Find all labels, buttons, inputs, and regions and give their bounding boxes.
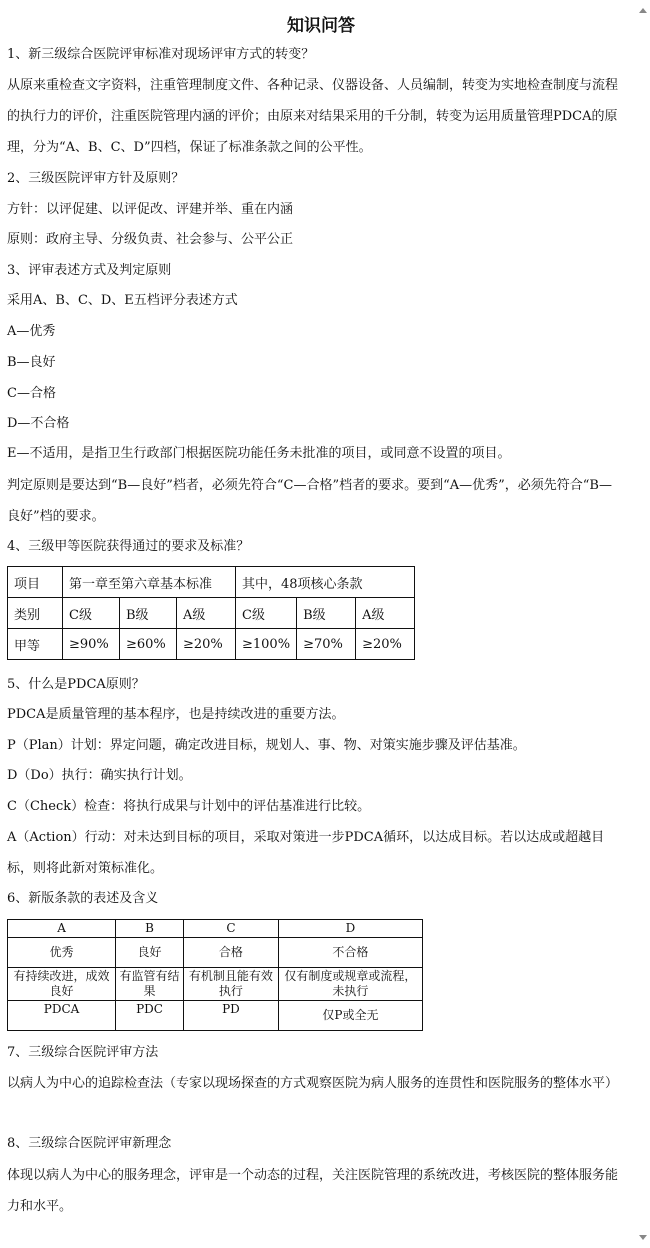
question-3: 3、评审表述方式及判定原则 bbox=[7, 263, 172, 278]
grade-a-text: A—优秀 bbox=[7, 324, 56, 339]
answer-8: 体现以病人为中心的服务理念，评审是一个动态的过程，关注医院管理的系统改进，考核医院的整体服务能力和水平。 bbox=[7, 1168, 619, 1214]
table-cell: 甲等 bbox=[8, 629, 63, 660]
table-row bbox=[8, 567, 415, 598]
question-2: 2、三级医院评审方针及原则？ bbox=[7, 171, 185, 186]
question-6: 6、新版条款的表述及含义 bbox=[7, 891, 159, 906]
table-row bbox=[8, 920, 423, 938]
pdca-intro: PDCA是质量管理的基本程序，也是持续改进的重要方法。 bbox=[7, 707, 345, 722]
pdca-action: A（Action）行动：对未达到目标的项目，采取对策进一步PDCA循环，以达成目标。若以达成或超越目标，则将此新对策标准化。 bbox=[7, 830, 605, 876]
table-cell: 有持续改进，成效良好 bbox=[8, 968, 116, 1001]
table-cell: A级 bbox=[177, 598, 236, 629]
table-cell: PDCA bbox=[8, 1001, 116, 1031]
table-cell: ≥20% bbox=[356, 629, 415, 660]
table-cell: ≥100% bbox=[236, 629, 297, 660]
grade-b-text: B—良好 bbox=[7, 355, 56, 370]
principle-text: 原则：政府主导、分级负责、社会参与、公平公正 bbox=[7, 232, 294, 247]
table-cell: 有机制且能有效执行 bbox=[184, 968, 279, 1001]
table-cell: 类别 bbox=[8, 598, 63, 629]
table-cell: 良好 bbox=[116, 938, 184, 968]
pdca-check: C（Check）检查：将执行成果与计划中的评估基准进行比较。 bbox=[7, 799, 371, 814]
vertical-scrollbar[interactable] bbox=[636, 0, 650, 1248]
table-cell: ≥20% bbox=[177, 629, 236, 660]
pdca-plan: P（Plan）计划：界定问题，确定改进目标，规划人、事、物、对策实施步骤及评估基准。 bbox=[7, 738, 526, 753]
policy-text: 方针：以评促建、以评促改、评建并举、重在内涵 bbox=[7, 202, 294, 217]
page-title: 知识问答 bbox=[287, 16, 355, 36]
rule-text: 判定原则是要达到“B—良好”档者，必须先符合“C—合格”档者的要求。要到“A—优秀”，必须先符合“B—良好”档的要求。 bbox=[7, 478, 612, 524]
table-cell: 项目 bbox=[8, 567, 63, 598]
table-cell: PDC bbox=[116, 1001, 184, 1031]
table-row bbox=[8, 1001, 423, 1031]
grade-e-text: E—不适用，是指卫生行政部门根据医院功能任务未批准的项目，或同意不设置的项目。 bbox=[7, 446, 511, 461]
table-row bbox=[8, 968, 423, 1001]
table-cell: A级 bbox=[356, 598, 415, 629]
table-cell: B级 bbox=[297, 598, 356, 629]
standards-table bbox=[7, 566, 415, 660]
table-row bbox=[8, 598, 415, 629]
pdca-do: D（Do）执行：确实执行计划。 bbox=[7, 768, 192, 783]
table-cell: 其中，48项核心条款 bbox=[236, 567, 415, 598]
grade-c-text: C—合格 bbox=[7, 386, 56, 401]
question-5: 5、什么是PDCA原则？ bbox=[7, 677, 145, 692]
table-cell: ≥60% bbox=[120, 629, 177, 660]
method-text: 采用A、B、C、D、E五档评分表述方式 bbox=[7, 293, 238, 308]
table-cell: ≥90% bbox=[63, 629, 120, 660]
table-row bbox=[8, 629, 415, 660]
table-cell: A bbox=[8, 920, 116, 938]
table-cell: ≥70% bbox=[297, 629, 356, 660]
answer-1: 从原来重检查文字资料，注重管理制度文件、各种记录、仪器设备、人员编制，转变为实地检查制度与流程的执行力的评价，注重医院管理内涵的评价；由原来对结果采用的千分制，转变为运用质量管理PDCA的原理，分为“A、B、C、D”四档，保证了标准条款之间的公平性。 bbox=[7, 78, 619, 155]
table-cell: 优秀 bbox=[8, 938, 116, 968]
table-cell: B bbox=[116, 920, 184, 938]
table-cell: PD bbox=[184, 1001, 279, 1031]
scroll-up-icon[interactable] bbox=[639, 8, 647, 13]
grade-meaning-table bbox=[7, 919, 423, 1031]
table-cell: 有监管有结果 bbox=[116, 968, 184, 1001]
table-cell: 第一章至第六章基本标准 bbox=[63, 567, 236, 598]
scroll-down-icon[interactable] bbox=[639, 1235, 647, 1240]
grade-d-text: D—不合格 bbox=[7, 416, 70, 431]
table-cell: 合格 bbox=[184, 938, 279, 968]
answer-7: 以病人为中心的追踪检查法（专家以现场探查的方式观察医院为病人服务的连贯性和医院服务的整体水平） bbox=[7, 1076, 619, 1091]
table-cell: 不合格 bbox=[278, 938, 422, 968]
table-cell: D bbox=[278, 920, 422, 938]
table-cell: B级 bbox=[120, 598, 177, 629]
question-1: 1、新三级综合医院评审标准对现场评审方式的转变？ bbox=[7, 47, 315, 62]
question-8: 8、三级综合医院评审新理念 bbox=[7, 1136, 172, 1151]
table-row bbox=[8, 938, 423, 968]
table-cell: C bbox=[184, 920, 279, 938]
table-cell: 仅P或全无 bbox=[278, 1001, 422, 1031]
table-cell: C级 bbox=[236, 598, 297, 629]
question-7: 7、三级综合医院评审方法 bbox=[7, 1045, 159, 1060]
table-cell: 仅有制度或规章或流程，未执行 bbox=[278, 968, 422, 1001]
table-cell: C级 bbox=[63, 598, 120, 629]
document-body bbox=[7, 0, 635, 1214]
question-4: 4、三级甲等医院获得通过的要求及标准？ bbox=[7, 539, 250, 554]
